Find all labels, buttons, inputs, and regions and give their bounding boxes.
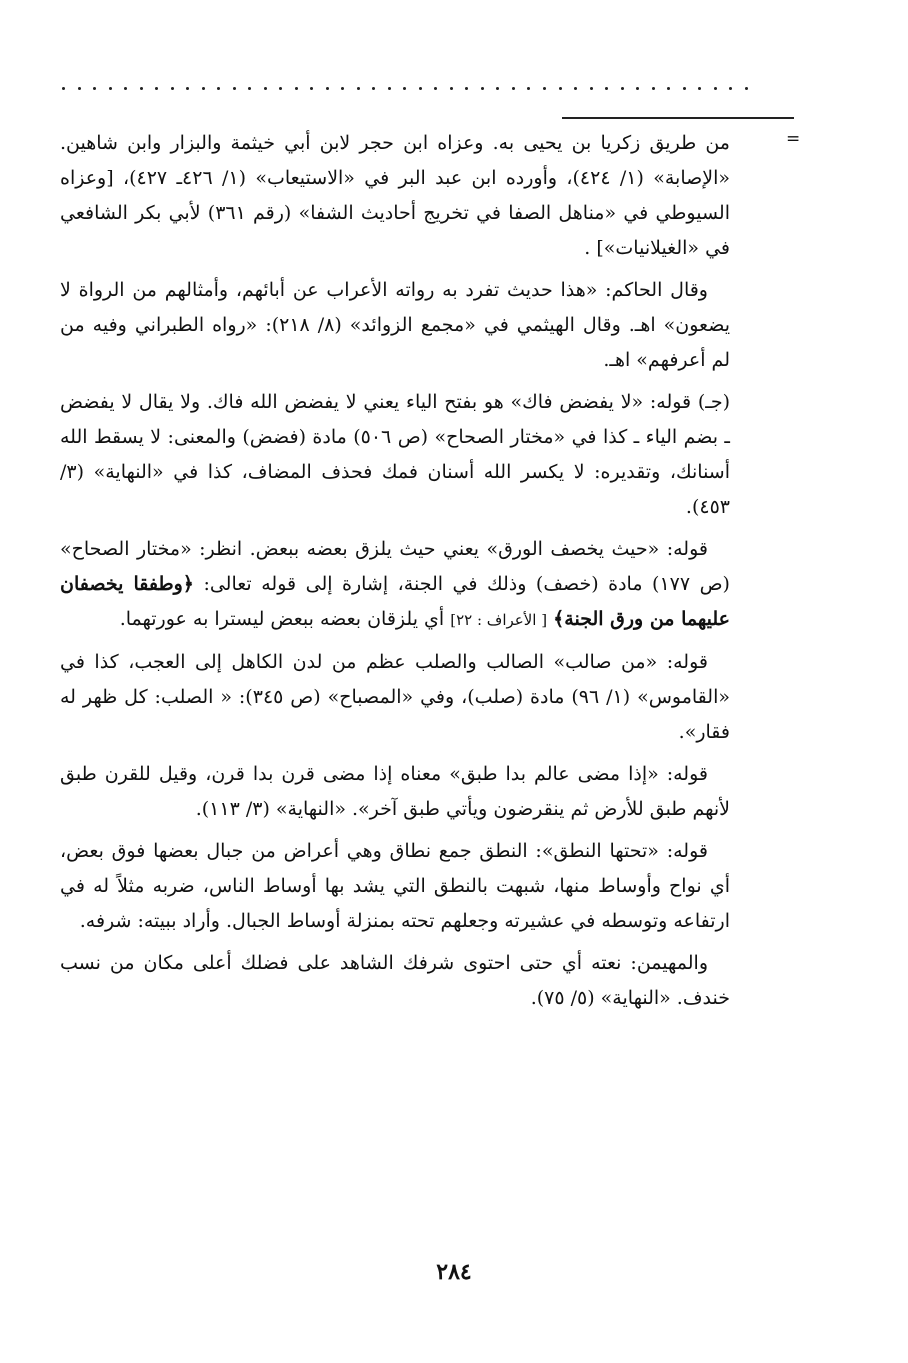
separator-dot [62,87,65,90]
separator-dot [512,87,515,90]
footnote-continuation-mark: = [786,129,801,149]
separator-dot [124,87,127,90]
footnote-paragraph-1: من طريق زكريا بن يحيى به. وعزاه ابن حجر لابن أبي خيثمة والبزار وابن شاهين. «الإصابة» (١/ ٤٢٤)، وأورده ابن عبد البر في «الاستيعاب» (١/ ٤٢٦ـ ٤٢٧)، [وعزاه السيوطي في «مناهل الصفا في تخريج أحاديث الشفا» (رقم ٣٦١) لأبي بكر الشافعي في «الغيلانيات»] . [60,132,730,259]
separator-dot [574,87,577,90]
separator-dot [295,87,298,90]
separator-dot [217,87,220,90]
footnote-paragraph-8: والمهيمن: نعته أي حتى احتوى شرفك الشاهد على فضلك أعلى مكان من نسب خندف. «النهاية» (٥/ ٧٥). [60,952,730,1009]
separator-dot [590,87,593,90]
separator-dot [698,87,701,90]
separator-dot [652,87,655,90]
footnote-rule [562,117,794,119]
separator-dot [202,87,205,90]
footnote-paragraph-3: (جـ) قوله: «لا يفضض فاك» هو بفتح الياء يعني لا يفضض الله فاك. ولا يقال لا يفضض ـ بضم الياء ـ كذا في «مختار الصحاح» (ص ٥٠٦) مادة (فضض) والمعنى: لا يسقط الله أسنانك، وتقديره: لا يكسر الله أسنان فمك فحذف المضاف، كذا في «النهاية» (٣/ ٤٥٣). [60,391,730,518]
footnotes-body [60,126,730,1023]
separator-dot [636,87,639,90]
separator-dot [481,87,484,90]
separator-dot [171,87,174,90]
separator-dot [93,87,96,90]
separator-dot [388,87,391,90]
separator-dot [372,87,375,90]
separator-dot [403,87,406,90]
separator-dot [714,87,717,90]
footnote-paragraph-2: وقال الحاكم: «هذا حديث تفرد به رواته الأعراب عن أبائهم، وأمثالهم من الرواة لا يضعون» اهـ. وقال الهيثمي في «مجمع الزوائد» (٨/ ٢١٨): «رواه الطبراني وفيه من لم أعرفهم» اهـ. [60,279,730,371]
separator-dot [543,87,546,90]
verse-tail: أي يلزقان بعضه ببعض ليسترا به عورتهما. [119,608,445,630]
separator-dot [310,87,313,90]
separator-dot [233,87,236,90]
separator-dot [186,87,189,90]
separator-dot [279,87,282,90]
separator-dot [155,87,158,90]
separator-dot [341,87,344,90]
separator-dot [605,87,608,90]
quran-verse: ﴿وطفقا يخصفان عليهما من ورق الجنة﴾ [60,573,730,630]
separator-dot [326,87,329,90]
separator-dot [683,87,686,90]
quran-reference: [ الأعراف : ٢٢] [450,611,548,629]
separator-dot [450,87,453,90]
separator-dot [419,87,422,90]
separator-dot [745,87,748,90]
separator-dot [109,87,112,90]
footnote-paragraph-6: قوله: «إذا مضى عالم بدا طبق» معناه إذا مضى قرن بدا قرن، وقيل للقرن طبق لأنهم طبق للأرض ثم ينقرضون ويأتي طبق آخر». «النهاية» (٣/ ١١٣). [60,763,730,820]
separator-dot [621,87,624,90]
separator-dot [140,87,143,90]
separator-dot [434,87,437,90]
separator-dot [78,87,81,90]
separator-dot [729,87,732,90]
separator-dot [248,87,251,90]
separator-dot [667,87,670,90]
footnote-paragraph-4 [60,532,730,638]
separator-dot [264,87,267,90]
footnote-paragraph-7: قوله: «تحتها النطق»: النطق جمع نطاق وهي أعراض من جبال بعضها فوق بعض، أي نواح وأوساط منها، شبهت بالنطق التي يشد بها أوساط الناس، ضربه مثلاً له في ارتفاعه وتوسطه في عشيرته وجعلهم تحته بمنزلة أوساط الجبال. وأراد ببيته: شرفه. [60,840,730,932]
separator-dot [496,87,499,90]
separator-dot [527,87,530,90]
footnote-paragraph-5: قوله: «من صالب» الصالب والصلب عظم من لدن الكاهل إلى العجب، كذا في «القاموس» (١/ ٩٦) مادة (صلب)، وفي «المصباح» (ص ٣٤٥): « الصلب: كل ظهر له فقار». [60,651,730,743]
page-number: ٢٨٤ [436,1259,472,1285]
paragraph-4-text: قوله: «حيث يخصف الورق» يعني حيث يلزق بعضه ببعض. انظر: «مختار الصحاح» (ص ١٧٧) مادة (خصف) وذلك في الجنة، إشارة إلى قوله تعالى: [60,538,730,595]
separator-dot [559,87,562,90]
dotted-separator [62,78,748,98]
separator-dot [357,87,360,90]
separator-dot [465,87,468,90]
